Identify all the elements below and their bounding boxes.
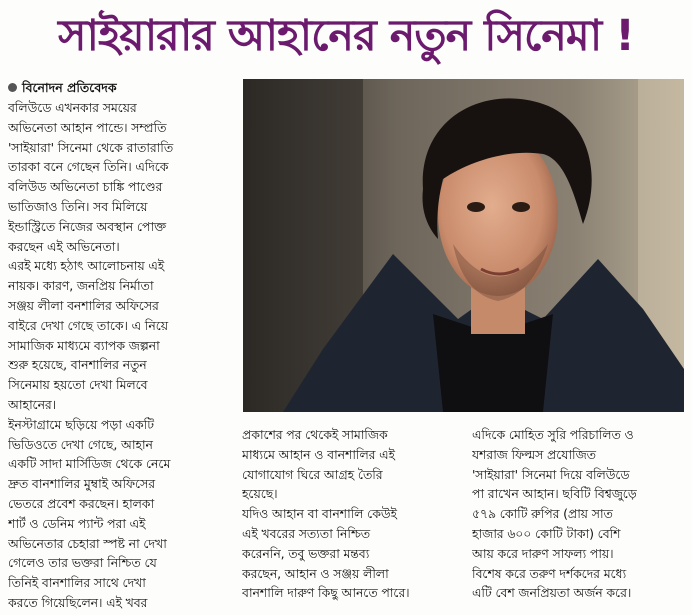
bullet-icon	[8, 83, 17, 92]
article-line: ইন্ডাস্ট্রিতে নিজের অবস্থান পোক্ত	[8, 218, 167, 234]
article-line: বলিউডে এখনকার সময়ের	[8, 100, 137, 115]
byline	[8, 80, 117, 96]
article-line: 'সাইয়ারা' সিনেমা থেকে রাতারাতি	[8, 139, 174, 155]
article-line: বানশালি দারুণ কিছু আনতে পারে।	[242, 585, 410, 601]
article-line: পা রাখেন আহান। ছবিটি বিশ্বজুড়ে	[472, 486, 637, 502]
article-line: সিনেমায় হয়তো দেখা মিলবে	[8, 377, 148, 393]
article-line: করছেন এই অভিনেতা।	[8, 238, 120, 254]
article-line: একটি সাদা মার্সিডিজ থেকে নেমে	[8, 456, 171, 472]
article-line: এদিকে মোহিত সুরি পরিচালিত ও	[472, 427, 634, 442]
article-line: ৫৭৯ কোটি রুপির (প্রায় সাত	[472, 506, 613, 522]
article-line: গেলেও তার ভক্তরা নিশ্চিত যে	[8, 555, 157, 571]
article-line: তিনিই বানশালির সাথে দেখা	[8, 575, 146, 591]
article-line: আয় করে দারুণ সাফল্য পায়।	[472, 545, 614, 561]
article-line: সঞ্জয় লীলা বনশালির অফিসের	[8, 297, 159, 313]
article-line: এরই মধ্যে হঠাৎ আলোচনায় এই	[8, 258, 165, 274]
article-line: করছেন, আহান ও সঞ্জয় লীলা	[242, 565, 389, 581]
article-column-3	[472, 425, 686, 603]
article-line: করতে গিয়েছিলেন। এই খবর	[8, 594, 148, 610]
article-line: ইনস্টাগ্রামে ছড়িয়ে পড়া একটি	[8, 416, 154, 432]
article-line: নায়ক। কারণ, জনপ্রিয় নির্মাতা	[8, 278, 154, 294]
article-line: ভিডিওতে দেখা গেছে, আহান	[8, 436, 153, 452]
article-line: করেননি, তবু ভক্তরা মন্তব্য	[242, 545, 370, 561]
article-line: প্রকাশের পর থেকেই সামাজিক	[242, 427, 388, 442]
article-line: শুরু হয়েছে, বানশালির নতুন	[8, 357, 147, 373]
article-line: যোগাযোগ ঘিরে আগ্রহ তৈরি	[242, 466, 383, 482]
article-line: বলিউড অভিনেতা চাঙ্কি পাণ্ডের	[8, 179, 163, 195]
article-line: যশরাজ ফিল্মস প্রযোজিত	[472, 446, 596, 462]
article-line: সামাজিক মাধ্যমে ব্যাপক জল্পনা	[8, 337, 160, 353]
article-line: হয়েছে।	[242, 486, 278, 502]
article-line: অভিনেতা আহান পান্ডে। সম্প্রতি	[8, 119, 167, 135]
article-line: দ্রুত বানশালির মুম্বাই অফিসের	[8, 476, 155, 492]
article-column-2	[242, 425, 462, 603]
article-line: ভাতিজাও তিনি। সব মিলিয়ে	[8, 198, 148, 214]
article-line: হাজার ৬০০ কোটি টাকা) বেশি	[472, 525, 621, 541]
article-line: তারকা বনে গেছেন তিনি। এদিকে	[8, 159, 169, 175]
byline-text: বিনোদন প্রতিবেদক	[22, 80, 117, 95]
article-line: মাধ্যমে আহান ও বানশালির এই	[242, 446, 395, 462]
article-line: এই খবরের সত্যতা নিশ্চিত	[242, 525, 371, 541]
article-line: যদিও আহান বা বানশালি কেউই	[242, 506, 397, 522]
article-line: এটি বেশ জনপ্রিয়তা অর্জন করে।	[472, 585, 632, 601]
article-line: শার্ট ও ডেনিম প্যান্ট পরা এই	[8, 515, 146, 531]
headline: সাইয়ারার আহানের নতুন সিনেমা !	[58, 11, 634, 61]
article-line: বিশেষ করে তরুণ দর্শকদের মধ্যে	[472, 565, 627, 581]
article-line: অভিনেতার চেহারা স্পষ্ট না দেখা	[8, 535, 167, 551]
article-column-1	[8, 98, 234, 613]
actor-photo	[243, 79, 684, 412]
article-line: ভেতরে প্রবেশ করছেন। হালকা	[8, 495, 155, 511]
article-line: 'সাইয়ারা' সিনেমা দিয়ে বলিউডে	[472, 466, 630, 482]
article-line: আহানের।	[8, 396, 56, 412]
article-line: বাইরে দেখা গেছে তাকে। এ নিয়ে	[8, 317, 168, 333]
